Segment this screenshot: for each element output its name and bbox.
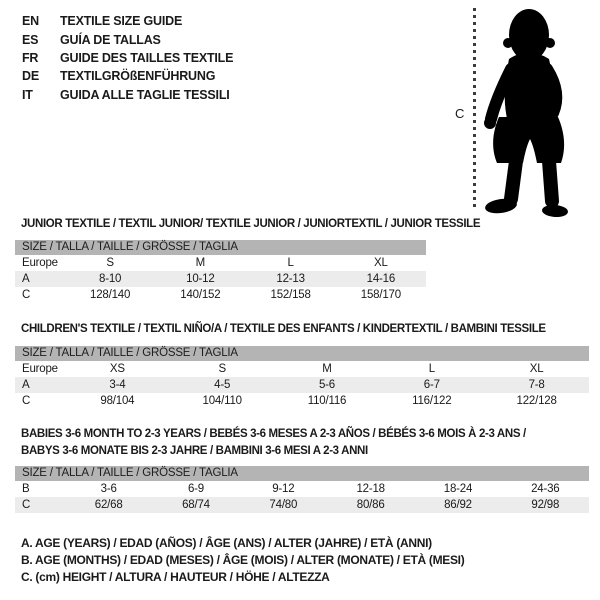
size-cell: XL <box>529 363 544 375</box>
section-title-babies <box>21 426 526 460</box>
age-cell: 9-12 <box>272 483 295 495</box>
row-label: Europe <box>22 363 58 375</box>
table-row-height-cm <box>15 287 426 303</box>
row-label: B <box>22 483 30 495</box>
toddler-silhouette-icon <box>483 3 593 225</box>
table-row-europe <box>15 255 426 271</box>
table-row-height-cm <box>15 497 589 513</box>
language-code: FR <box>22 50 39 65</box>
language-code: ES <box>22 32 39 47</box>
height-cell: 122/128 <box>516 395 557 407</box>
height-cell: 104/110 <box>202 395 242 407</box>
size-cell: L <box>428 363 435 375</box>
babies-size-table <box>15 466 589 513</box>
age-cell: 8-10 <box>99 273 122 285</box>
section-title-junior <box>21 216 480 232</box>
age-cell: 5-6 <box>318 379 335 391</box>
height-cell: 86/92 <box>444 499 472 511</box>
section-title-text: BABIES 3-6 MONTH TO 2-3 YEARS / BEBÉS 3-6 MESES A 2-3 AÑOS / BÉBÉS 3-6 MOIS À 2-3 ANS / <box>21 428 526 440</box>
age-cell: 18-24 <box>443 483 473 495</box>
height-cell: 74/80 <box>269 499 298 511</box>
table-row-age-years <box>15 377 589 393</box>
legend-age-years: A. AGE (YEARS) / EDAD (AÑOS) / ÂGE (ANS) / ALTER (JAHRE) / ETÀ (ANNI) <box>21 536 432 550</box>
height-cell: 92/98 <box>531 499 560 511</box>
age-cell: 12-18 <box>356 483 385 495</box>
language-title: GUIDE DES TAILLES TEXTILE <box>60 50 234 65</box>
row-label: A <box>22 379 30 391</box>
age-cell: 3-6 <box>100 483 117 495</box>
table-row-height-cm <box>15 393 589 409</box>
height-cell: 158/170 <box>360 289 401 301</box>
table-header-size: SIZE / TALLA / TAILLE / GRÖSSE / TAGLIA <box>15 346 589 361</box>
table-row-europe <box>15 361 589 377</box>
age-cell: 10-12 <box>186 273 215 285</box>
row-label: A <box>22 273 30 285</box>
height-cell: 116/122 <box>412 395 452 407</box>
size-cell: XL <box>374 257 388 269</box>
height-cell: 62/68 <box>94 499 123 511</box>
language-row <box>22 30 233 48</box>
size-cell: M <box>195 257 206 269</box>
language-code: EN <box>22 14 39 29</box>
row-label: C <box>22 395 31 407</box>
table-row-age-months <box>15 481 589 497</box>
children-size-table <box>15 346 589 409</box>
legend-age-months: B. AGE (MONTHS) / EDAD (MESES) / ÂGE (MOIS) / ALTER (MONATE) / ETÀ (MESI) <box>21 553 465 567</box>
height-cell: 140/152 <box>180 289 221 301</box>
size-cell: S <box>106 257 114 269</box>
size-cell: XS <box>109 363 125 375</box>
language-title: TEXTILGRÖßENFÜHRUNG <box>60 69 216 84</box>
section-title-text: CHILDREN'S TEXTILE / TEXTIL NIÑO/A / TEXTILE DES ENFANTS / KINDERTEXTIL / BAMBINI TESSILE <box>21 323 546 335</box>
junior-size-table <box>15 240 426 303</box>
age-cell: 6-7 <box>423 379 440 391</box>
table-header-size: SIZE / TALLA / TAILLE / GRÖSSE / TAGLIA <box>15 240 426 255</box>
age-cell: 3-4 <box>109 379 126 391</box>
legend-height-cm: C. (cm) HEIGHT / ALTURA / HAUTEUR / HÖHE / ALTEZZA <box>21 570 330 584</box>
language-title: GUIDA ALLE TAGLIE TESSILI <box>60 87 230 102</box>
table-row-age-years <box>15 271 426 287</box>
section-title-text: JUNIOR TEXTILE / TEXTIL JUNIOR/ TEXTILE JUNIOR / JUNIORTEXTIL / JUNIOR TESSILE <box>21 218 481 230</box>
table-header-size: SIZE / TALLA / TAILLE / GRÖSSE / TAGLIA <box>15 466 589 481</box>
height-cell: 152/158 <box>270 289 311 301</box>
language-row <box>22 67 233 85</box>
language-code: DE <box>22 69 39 84</box>
height-cell: 68/74 <box>182 499 210 511</box>
size-cell: S <box>218 363 226 375</box>
section-title-children <box>21 321 546 337</box>
language-row <box>22 12 233 30</box>
size-cell: M <box>322 363 332 375</box>
language-code: IT <box>22 87 33 102</box>
height-cell: 98/104 <box>100 395 135 407</box>
size-cell: L <box>287 257 294 269</box>
section-title-text: BABYS 3-6 MONATE BIS 2-3 JAHRE / BAMBINI 3-6 MESI A 2-3 ANNI <box>21 445 368 457</box>
row-label: Europe <box>22 257 58 269</box>
language-row <box>22 49 233 67</box>
measure-legend <box>21 535 464 586</box>
language-row <box>22 86 233 104</box>
height-measure-label: C <box>455 106 465 121</box>
height-cell: 110/116 <box>307 395 347 407</box>
height-measure-dotted-line <box>473 8 476 210</box>
language-title: TEXTILE SIZE GUIDE <box>60 14 183 29</box>
height-cell: 80/86 <box>356 499 385 511</box>
age-cell: 24-36 <box>531 483 560 495</box>
age-cell: 12-13 <box>276 273 305 285</box>
age-cell: 4-5 <box>214 379 231 391</box>
age-cell: 14-16 <box>366 273 396 285</box>
height-cell: 128/140 <box>90 289 131 301</box>
age-cell: 7-8 <box>528 379 545 391</box>
row-label: C <box>22 289 31 301</box>
age-cell: 6-9 <box>187 483 204 495</box>
language-list <box>22 12 233 104</box>
language-title: GUÍA DE TALLAS <box>60 32 161 47</box>
row-label: C <box>22 499 31 511</box>
